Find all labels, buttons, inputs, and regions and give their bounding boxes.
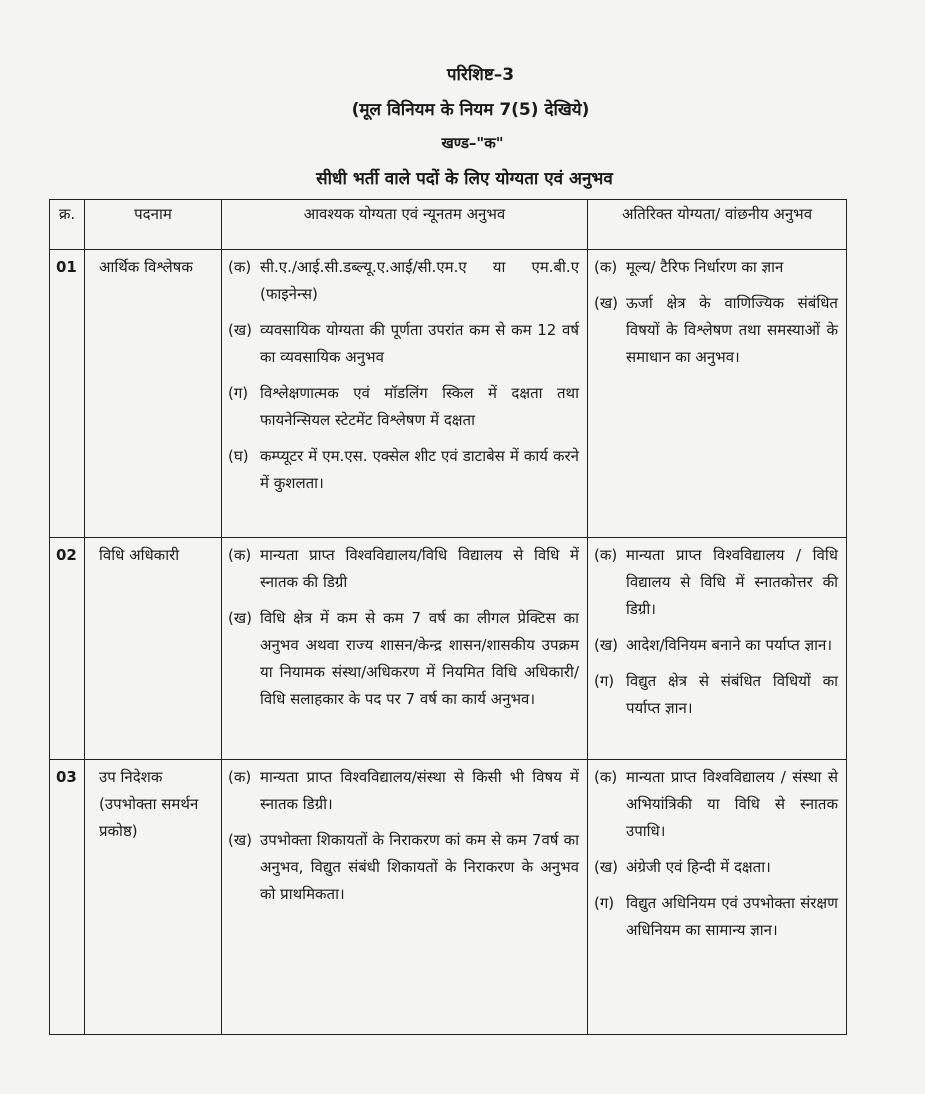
- table-row: [50, 250, 847, 538]
- list-item: [228, 380, 579, 434]
- item-marker: (ख): [594, 636, 618, 654]
- essential-qualifications: [222, 250, 588, 538]
- column-header-desirable: अतिरिक्त योग्यता/ वांछनीय अनुभव: [588, 200, 847, 250]
- list-item: [594, 764, 838, 845]
- desirable-qualifications: [588, 760, 847, 1035]
- item-marker: (ग): [594, 672, 615, 690]
- item-marker: (क): [594, 768, 618, 786]
- item-text: विधि क्षेत्र में कम से कम 7 वर्ष का लीगल प्रेक्टिस का अनुभव अथवा राज्य शासन/केन्द्र शासन/शासकीय उपक्रम या नियामक संस्था/अधिकरण में नियमित विधि अधिकारी/विधि सलाहकार के पद पर 7 वर्ष का कार्य अनुभव।: [260, 609, 579, 708]
- serial-number: 01: [50, 250, 85, 538]
- item-text: मान्यता प्राप्त विश्वविद्यालय/संस्था से किसी भी विषय में स्नातक डिग्री।: [260, 768, 579, 813]
- section-title: खण्ड–"क": [441, 134, 504, 152]
- item-text: मान्यता प्राप्त विश्वविद्यालय / संस्था से अभियांत्रिकी या विधि से स्नातक उपाधि।: [626, 768, 838, 840]
- item-marker: (क): [228, 768, 252, 786]
- desirable-qualifications: [588, 250, 847, 538]
- qualification-table: [49, 199, 847, 1035]
- item-text: सी.ए./आई.सी.डब्ल्यू.ए.आई/सी.एम.ए या एम.बी.ए (फाइनेन्स): [260, 258, 579, 303]
- item-text: ऊर्जा क्षेत्र के वाणिज्यिक संबंधित विषयों के विश्लेषण तथा समस्याओं के समाधान का अनुभव।: [626, 294, 838, 366]
- list-item: [228, 317, 579, 371]
- item-marker: (क): [228, 546, 252, 564]
- list-item: [228, 542, 579, 596]
- list-item: [228, 443, 579, 497]
- desirable-qualifications: [588, 538, 847, 760]
- item-text: मूल्य/ टैरिफ निर्धारण का ज्ञान: [626, 258, 784, 276]
- table-caption: सीधी भर्ती वाले पदों के लिए योग्यता एवं अनुभव: [316, 169, 613, 189]
- list-item: [594, 668, 838, 722]
- item-marker: (ख): [228, 831, 252, 849]
- column-header-essential: आवश्यक योग्यता एवं न्यूनतम अनुभव: [222, 200, 588, 250]
- item-marker: (ख): [228, 609, 252, 627]
- item-marker: (ग): [594, 894, 615, 912]
- post-name: विधि अधिकारी: [85, 538, 222, 760]
- list-item: [228, 605, 579, 713]
- list-item: [228, 254, 579, 308]
- post-name: उप निदेशक (उपभोक्ता समर्थन प्रकोष्ठ): [85, 760, 222, 1035]
- item-text: कम्प्यूटर में एम.एस. एक्सेल शीट एवं डाटाबेस में कार्य करने में कुशलता।: [260, 447, 579, 492]
- item-text: अंग्रेजी एवं हिन्दी में दक्षता।: [626, 858, 771, 876]
- list-item: [228, 764, 579, 818]
- item-marker: (ख): [594, 858, 618, 876]
- rule-reference: (मूल विनियम के नियम 7(5) देखिये): [351, 100, 590, 120]
- column-header-sn: क्र.: [50, 200, 85, 250]
- item-marker: (ख): [228, 321, 252, 339]
- list-item: [594, 254, 838, 281]
- table-row: [50, 538, 847, 760]
- list-item: [594, 290, 838, 371]
- item-text: विश्लेक्षणात्मक एवं मॉडलिंग स्किल में दक्षता तथा फायनेन्सियल स्टेटमेंट विश्लेषण में दक्षता: [260, 384, 579, 429]
- item-marker: (ग): [228, 384, 249, 402]
- list-item: [594, 632, 838, 659]
- item-marker: (क): [594, 258, 618, 276]
- table-header-row: [50, 200, 847, 250]
- item-text: विद्युत क्षेत्र से संबंधित विधियों का पर्याप्त ज्ञान।: [626, 672, 838, 717]
- item-marker: (ख): [594, 294, 618, 312]
- table-row: [50, 760, 847, 1035]
- list-item: [594, 854, 838, 881]
- item-text: मान्यता प्राप्त विश्वविद्यालय / विधि विद्यालय से विधि में स्नातकोत्तर की डिग्री।: [626, 546, 838, 618]
- serial-number: 03: [50, 760, 85, 1035]
- appendix-title: परिशिष्ट–3: [446, 65, 515, 85]
- list-item: [228, 827, 579, 908]
- serial-number: 02: [50, 538, 85, 760]
- list-item: [594, 542, 838, 623]
- item-text: विद्युत अधिनियम एवं उपभोक्ता संरक्षण अधिनियम का सामान्य ज्ञान।: [626, 894, 838, 939]
- item-text: व्यवसायिक योग्यता की पूर्णता उपरांत कम से कम 12 वर्ष का व्यवसायिक अनुभव: [260, 321, 579, 366]
- item-text: मान्यता प्राप्त विश्वविद्यालय/विधि विद्यालय से विधि में स्नातक की डिग्री: [260, 546, 579, 591]
- item-text: आदेश/विनियम बनाने का पर्याप्त ज्ञान।: [626, 636, 833, 654]
- item-text: उपभोक्ता शिकायतों के निराकरण कां कम से कम 7वर्ष का अनुभव, विद्युत संबंधी शिकायतों के निराकरण के अनुभव को प्राथमिकता।: [260, 831, 579, 903]
- item-marker: (घ): [228, 447, 249, 465]
- column-header-post: पदनाम: [85, 200, 222, 250]
- item-marker: (क): [228, 258, 252, 276]
- item-marker: (क): [594, 546, 618, 564]
- essential-qualifications: [222, 760, 588, 1035]
- list-item: [594, 890, 838, 944]
- post-name: आर्थिक विश्लेषक: [85, 250, 222, 538]
- essential-qualifications: [222, 538, 588, 760]
